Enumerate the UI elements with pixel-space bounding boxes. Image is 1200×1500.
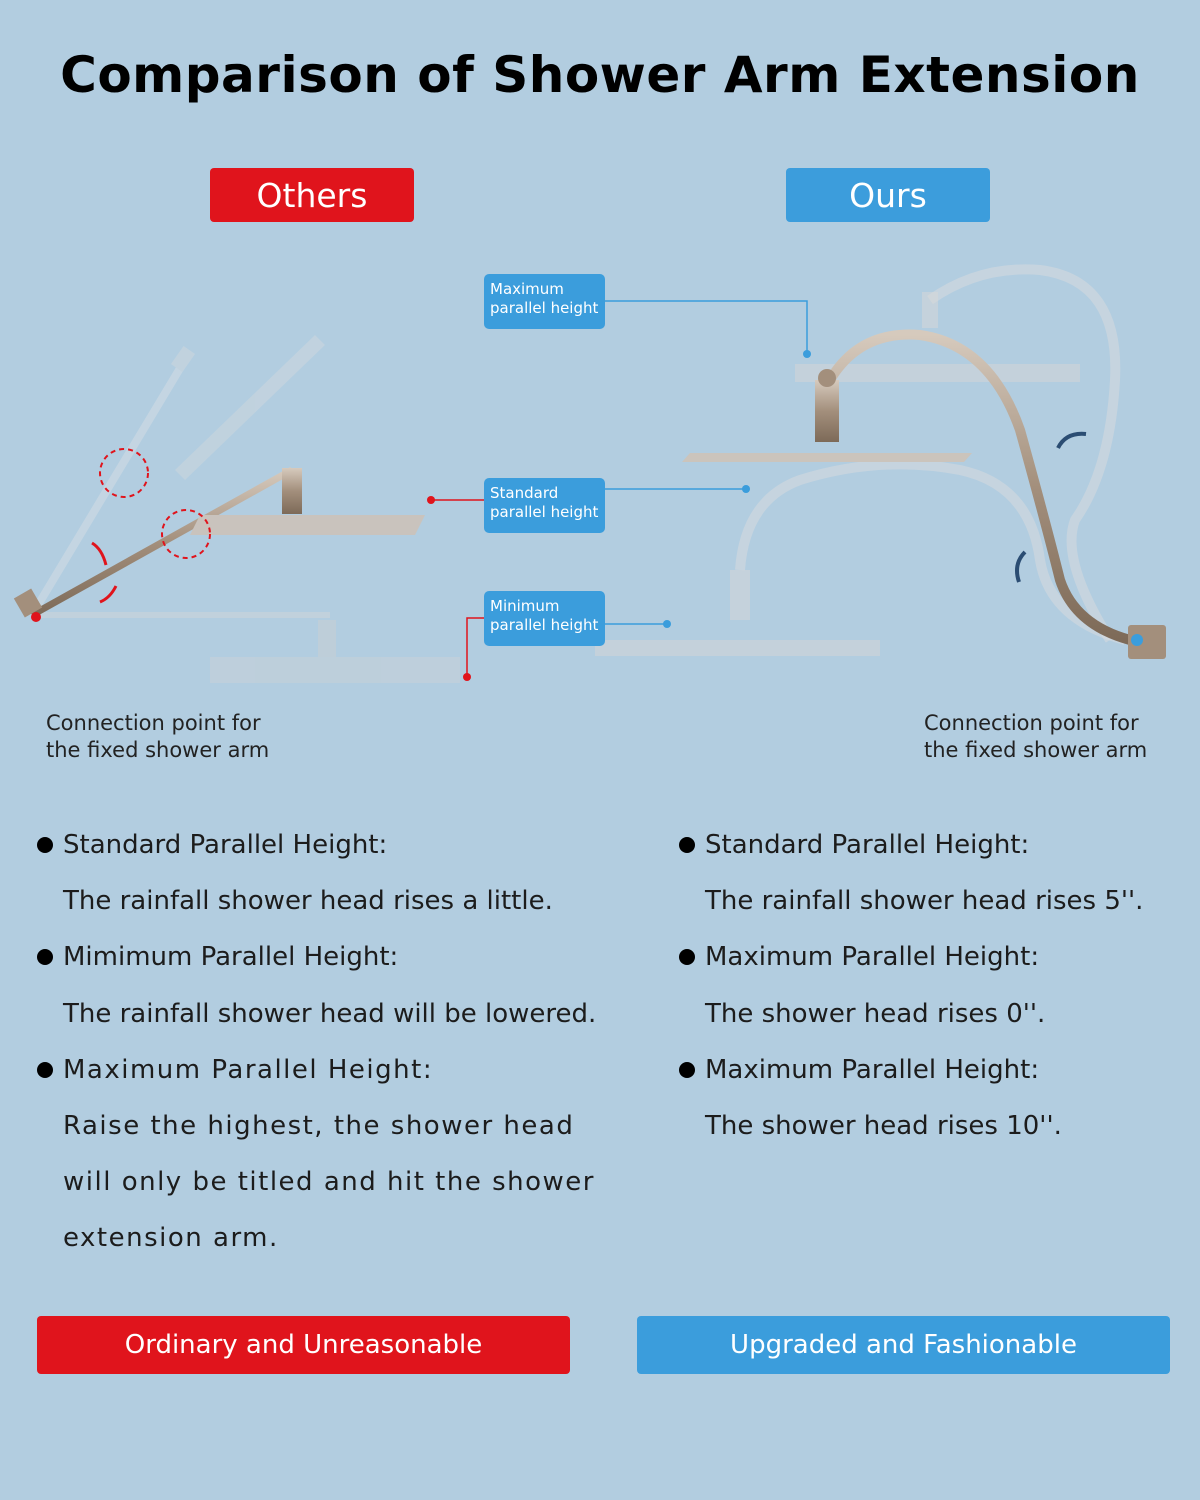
ours-connection-dot [1131,634,1143,646]
ours-shower-head [682,453,972,462]
callout-minimum-parallel-height [484,591,605,646]
ours-min-position-ghost [740,464,1125,640]
others-item-3-heading: Maximum Parallel Height: [37,1047,596,1103]
callout-standard-line1: Standard [490,484,559,502]
others-tag: Others [210,168,414,222]
others-item-2-heading: Mimimum Parallel Height: [37,934,596,990]
others-item-2-text: The rainfall shower head will be lowered. [63,998,597,1029]
ours-item-1-heading: Standard Parallel Height: [679,822,1143,878]
others-connection-note [46,710,269,764]
ours-item-1-text: The rainfall shower head rises 5''. [705,886,1144,917]
ours-arrow-up [1058,434,1086,448]
callout-minimum-line1: Minimum [490,597,560,615]
others-arm-illustration [14,335,484,683]
ordinary-unreasonable-banner: Ordinary and Unreasonable [37,1316,570,1374]
ours-ball-joint [815,380,839,442]
callout-maximum-line2: parallel height [490,299,599,317]
ours-item-2-text: The shower head rises 0''. [705,998,1046,1029]
upgraded-fashionable-banner: Upgraded and Fashionable [637,1316,1170,1374]
callout-minimum-line2: parallel height [490,616,599,634]
callout-maximum-line1: Maximum [490,280,564,298]
callout-standard-line2: parallel height [490,503,599,521]
ours-arm-illustration [595,269,1166,659]
others-item-1-text: The rainfall shower head rises a little. [63,886,553,917]
ours-item-3-text: The shower head rises 10''. [705,1110,1062,1141]
ours-item-3-heading: Maximum Parallel Height: [679,1047,1143,1103]
others-connection-dot [31,612,41,622]
others-item-3-text-line2: will only be titled and hit the shower [63,1167,595,1198]
callout-standard-parallel-height [484,478,605,533]
ours-arrow-down [1017,552,1025,582]
ours-item-2-heading: Maximum Parallel Height: [679,934,1143,990]
ours-minimum-dot [663,620,671,628]
page-title: Comparison of Shower Arm Extension [60,46,1140,104]
others-arrow-up [92,543,106,565]
others-minimum-dot [463,673,471,681]
ours-connection-note [924,710,1147,764]
ours-maximum-dot [803,350,811,358]
ours-feature-list [679,822,1143,1159]
others-item-3-text-line1: Raise the highest, the shower head [63,1110,575,1141]
others-feature-list [37,822,596,1272]
others-item-1-heading: Standard Parallel Height: [37,822,596,878]
ours-standard-dot [742,485,750,493]
ours-connection-note-line1: Connection point for [924,711,1139,735]
others-item-3-text-line3: extension arm. [63,1223,279,1254]
others-arrow-down [100,586,116,602]
others-connection-note-line1: Connection point for [46,711,261,735]
ours-tag: Ours [786,168,990,222]
others-ball-joint [282,468,302,514]
others-min-position-ghost [40,615,460,683]
callout-maximum-parallel-height [484,274,605,329]
others-connection-note-line2: the fixed shower arm [46,738,270,762]
ours-connection-note-line2: the fixed shower arm [924,738,1148,762]
others-shower-head [190,515,425,535]
